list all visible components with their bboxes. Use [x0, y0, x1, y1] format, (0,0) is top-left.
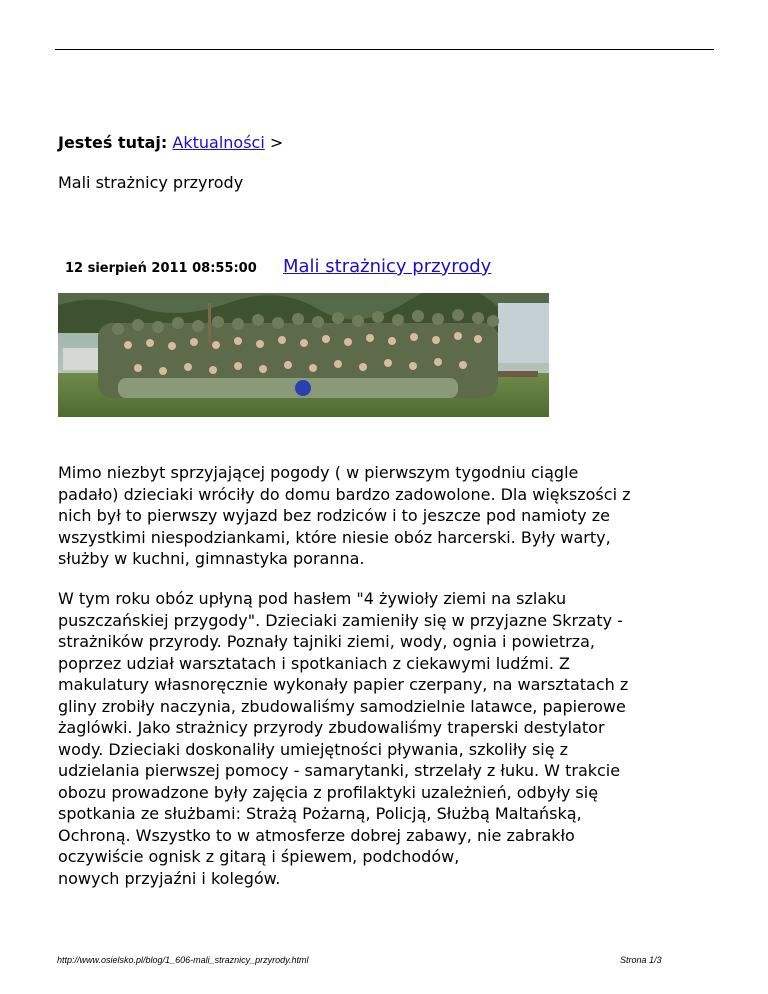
paragraph-line: Mimo niezbyt sprzyjającej pogody ( w pierwszym tygodniu ciągle: [58, 463, 579, 482]
paragraph-line: oczywiście ognisk z gitarą i śpiewem, podchodów,: [58, 847, 460, 866]
post-title-link[interactable]: Mali strażnicy przyrody: [283, 256, 492, 277]
paragraph-line: strażników przyrody. Poznały tajniki ziemi, wody, ognia i powietrza,: [58, 632, 595, 651]
paragraph-line: żaglówki. Jako strażnicy przyrody zbudowaliśmy traperski destylator: [58, 718, 605, 737]
paragraph-line: służby w kuchni, gimnastyka poranna.: [58, 549, 365, 568]
footer-page-number: Strona 1/3: [620, 955, 662, 965]
paragraph-line: poprzez udział warsztatach i spotkaniach z ciekawymi ludźmi. Z: [58, 653, 570, 673]
breadcrumb: [58, 133, 283, 153]
paragraph-line: nowych przyjaźni i kolegów.: [58, 868, 281, 888]
paragraph-line: wszystkimi niespodziankami, które niesie obóz harcerski. Były warty,: [58, 527, 611, 547]
paragraph-line: padało) dzieciaki wróciły do domu bardzo zadowolone. Dla większości z: [58, 484, 631, 504]
paragraph-line: nich był to pierwszy wyjazd bez rodziców i to jeszcze pod namioty ze: [58, 506, 610, 525]
paragraph-line: obozu prowadzone były zajęcia z profilaktyki uzależnień, odbyły się: [58, 782, 599, 802]
page-title: Mali strażnicy przyrody: [58, 173, 244, 192]
paragraph-line: spotkania ze służbami: Strażą Pożarną, Policją, Służbą Maltańską,: [58, 804, 582, 823]
paragraph-line: W tym roku obóz upłyną pod hasłem "4 żywioły ziemi na szlaku: [58, 589, 567, 608]
paragraph-line: gliny zrobiły naczynia, zbudowaliśmy samodzielnie latawce, papierowe: [58, 696, 626, 716]
group-photo: [58, 293, 549, 417]
top-divider: [55, 49, 714, 50]
paragraph-line: Ochroną. Wszystko to w atmosferze dobrej zabawy, nie zabrakło: [58, 825, 575, 845]
post-paragraph-1: [58, 462, 718, 570]
paragraph-line: udzielania pierwszej pomocy - samarytanki, strzelały z łuku. W trakcie: [58, 761, 621, 780]
post-paragraph-2: [58, 588, 718, 889]
footer-url: http://www.osielsko.pl/blog/1_606-mali_straznicy_przyrody.html: [57, 955, 309, 965]
breadcrumb-label: Jesteś tutaj:: [58, 133, 168, 152]
post-date: 12 sierpień 2011 08:55:00: [65, 261, 257, 276]
breadcrumb-separator: >: [269, 133, 284, 152]
paragraph-line: makulatury własnoręcznie wykonały papier czerpany, na warsztatach z: [58, 675, 629, 694]
paragraph-line: puszczańskiej przygody". Dzieciaki zamieniły się w przyjazne Skrzaty -: [58, 610, 623, 630]
paragraph-line: wody. Dzieciaki doskonaliły umiejętności pływania, szkoliły się z: [58, 739, 569, 759]
breadcrumb-link-aktualnosci[interactable]: Aktualności: [172, 133, 265, 152]
